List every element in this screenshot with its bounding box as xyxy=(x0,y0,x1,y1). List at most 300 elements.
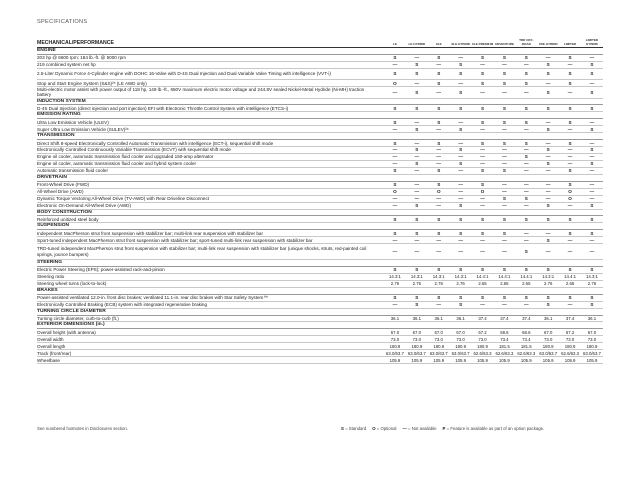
row-value: S xyxy=(568,80,572,86)
row-value: — xyxy=(436,154,442,160)
row-label: Multi-electric motor assist with power output of 118 hp, 149 lb.-ft., 650V maximum electric motor voltage and 244.8V sealed Nickel-Metal Hydride (Ni-MH) traction battery xyxy=(37,87,365,98)
row-value: 37.4 xyxy=(500,315,509,321)
row-value: S xyxy=(524,140,528,146)
row-value: — xyxy=(414,249,420,255)
row-value: S xyxy=(393,267,397,273)
row-value: S xyxy=(568,119,572,125)
row-value: — xyxy=(589,154,595,160)
row-value: 36.1 xyxy=(456,315,465,321)
row-value: — xyxy=(523,161,529,167)
row-value: S xyxy=(415,147,419,153)
row-value: 67.0 xyxy=(434,329,443,335)
row-value: — xyxy=(589,119,595,125)
row-value: S xyxy=(546,62,550,68)
row-value: 105.9 xyxy=(586,357,598,363)
row-value: — xyxy=(392,302,398,307)
row-value: 37.4 xyxy=(565,315,575,321)
row-value: S xyxy=(437,216,441,222)
row-value: — xyxy=(480,196,485,202)
row-value: S xyxy=(459,89,463,95)
row-value: 63.0/63.7 xyxy=(451,350,470,356)
row-value: 180.9 xyxy=(477,343,488,349)
row-label: All-Wheel Drive (AWD) xyxy=(37,189,84,195)
row-value: S xyxy=(590,161,594,167)
row-label: TRD-tuned independent MacPherson strut front suspension with stabilizer bar; multi-link rear suspension with stabilizer bar (unique shocks, struts, red-painted coil springs, jounce bumpers) xyxy=(37,246,367,257)
row-label: Electric Power Steering (EPS); power-assisted rack-and-pinion xyxy=(37,267,165,273)
row-value: — xyxy=(480,62,485,68)
row-value: — xyxy=(458,237,463,243)
row-value: S xyxy=(590,202,594,208)
row-value: S xyxy=(590,295,594,301)
row-value: — xyxy=(458,196,463,202)
row-label: D-4S Dual Injection (direct injection and port injection) EFI with Electronic Throttle Control System with intelligence (ETCS-i) xyxy=(37,105,289,111)
row-value: S xyxy=(524,196,528,202)
row-value: S xyxy=(480,55,485,61)
legend-text: = Not available xyxy=(408,426,437,431)
table-row xyxy=(37,168,603,175)
row-value: S xyxy=(415,230,419,236)
row-value: S xyxy=(546,302,550,307)
section-heading: TRANSMISSION xyxy=(37,133,603,140)
table-row xyxy=(37,274,603,281)
row-value: S xyxy=(568,55,572,61)
page-title: SPECIFICATIONS xyxy=(37,19,88,25)
row-value: — xyxy=(480,237,485,243)
row-value: 105.9 xyxy=(455,357,466,363)
row-value: — xyxy=(589,189,595,195)
row-value: 14.4:1 xyxy=(476,274,489,280)
row-value: — xyxy=(392,62,398,68)
row-value: S xyxy=(568,230,572,236)
row-value: S xyxy=(546,105,550,111)
row-value: O xyxy=(436,189,441,195)
row-value: S xyxy=(524,55,528,61)
row-value: — xyxy=(392,147,398,153)
row-value: S xyxy=(459,71,463,77)
row-value: 63.0/63.7 xyxy=(539,350,558,356)
row-value: 14.4:1 xyxy=(520,274,533,280)
row-label: Track (front/rear) xyxy=(37,350,72,356)
row-value: S xyxy=(480,182,485,188)
row-value: S xyxy=(393,55,397,61)
row-value: — xyxy=(458,168,463,174)
row-value: — xyxy=(567,126,573,132)
row-value: — xyxy=(502,202,507,208)
row-value: — xyxy=(414,55,420,61)
row-value: — xyxy=(545,196,551,202)
table-row xyxy=(37,87,603,98)
row-value: S xyxy=(459,267,463,273)
row-value: 36.1 xyxy=(587,315,597,321)
row-value: — xyxy=(392,249,398,255)
table-row xyxy=(37,161,603,168)
row-value: S xyxy=(568,140,572,146)
row-value: — xyxy=(458,249,463,255)
row-value: S xyxy=(590,267,594,273)
row-value: 2.76 xyxy=(456,281,465,287)
row-value: 62.6/63.3 xyxy=(495,350,514,356)
row-value: 105.9 xyxy=(564,357,576,363)
row-value: — xyxy=(567,202,573,208)
row-value: S xyxy=(502,216,506,222)
table-row xyxy=(37,62,603,69)
row-value: S xyxy=(437,168,441,174)
row-value: S xyxy=(415,216,419,222)
row-value: S xyxy=(502,230,506,236)
row-value: S xyxy=(568,105,572,111)
row-value: — xyxy=(545,119,551,125)
row-value: S xyxy=(546,202,550,208)
row-value: — xyxy=(502,161,507,167)
row-value: 14.3:1 xyxy=(432,274,445,280)
row-value: 67.2 xyxy=(565,329,575,335)
row-value: S xyxy=(415,105,419,111)
row-label: Direct Shift 8-speed Electronically Controlled Automatic Transmission with intelligence (ECT-i), sequential shift mode xyxy=(37,140,274,146)
row-value: — xyxy=(502,237,507,243)
row-value: 73.0 xyxy=(456,336,465,342)
row-value: S xyxy=(546,216,550,222)
row-label: Automatic transmission fluid cooler xyxy=(37,168,108,174)
row-value: 180.9 xyxy=(564,343,576,349)
row-value: — xyxy=(502,147,507,153)
row-value: S xyxy=(590,89,594,95)
row-value: 63.0/63.7 xyxy=(429,350,448,356)
row-value: S xyxy=(524,119,528,125)
row-value: 105.9 xyxy=(411,357,423,363)
row-value: S xyxy=(590,216,594,222)
row-value: S xyxy=(393,140,397,146)
legend-symbol: P xyxy=(442,426,446,431)
row-value: S xyxy=(524,216,528,222)
column-header: XLE xyxy=(435,41,442,46)
row-value: 73.4 xyxy=(522,336,531,342)
row-value: — xyxy=(414,80,420,86)
row-value: — xyxy=(545,168,551,174)
row-value: 180.9 xyxy=(411,343,423,349)
table-header-title: MECHANICAL/PERFORMANCE xyxy=(37,40,114,46)
row-value: — xyxy=(436,202,442,208)
row-value: 67.0 xyxy=(587,329,597,335)
row-value: — xyxy=(392,161,398,167)
row-value: 180.9 xyxy=(586,343,598,349)
row-value: — xyxy=(436,196,442,202)
row-label: Engine oil cooler, automatic transmission fluid cooler and hybrid system cooler xyxy=(37,161,197,167)
row-value: — xyxy=(523,126,529,132)
row-value: 73.4 xyxy=(500,336,509,342)
table-row xyxy=(37,55,603,62)
row-value: 73.0 xyxy=(478,336,487,342)
table-row xyxy=(37,203,603,210)
table-row xyxy=(37,189,603,196)
row-value: — xyxy=(545,249,551,255)
row-value: 14.3:1 xyxy=(410,274,423,280)
row-value: — xyxy=(545,189,551,195)
row-value: 105.9 xyxy=(520,357,532,363)
row-value: S xyxy=(502,71,506,77)
table-header-row xyxy=(37,36,603,48)
row-value: — xyxy=(392,126,398,132)
row-label: Steering ratio xyxy=(37,274,65,280)
table-row xyxy=(37,126,603,133)
row-value: S xyxy=(393,182,397,188)
row-value: 73.0 xyxy=(434,336,443,342)
spec-table xyxy=(37,36,603,364)
row-value: — xyxy=(414,189,420,195)
section-heading: INDUCTION SYSTEM xyxy=(37,99,603,106)
row-value: S xyxy=(437,267,441,273)
row-value: — xyxy=(392,202,398,208)
row-value: S xyxy=(415,302,419,307)
row-value: 180.9 xyxy=(389,343,401,349)
row-value: — xyxy=(414,168,420,174)
row-value: 63.0/63.7 xyxy=(583,350,601,356)
row-value: S xyxy=(437,230,441,236)
row-value: S xyxy=(502,105,506,111)
footnote: See numbered footnotes in Disclosures section. xyxy=(37,426,129,431)
row-value: 2.65 xyxy=(565,281,575,287)
row-label: Dynamic Torque Vectoring All-Wheel Drive (TV-AWD) with Rear Driveline Disconnect xyxy=(37,196,210,202)
table-row xyxy=(37,237,603,244)
column-header: LE xyxy=(392,41,397,46)
table-row xyxy=(37,336,603,343)
row-value: S xyxy=(393,295,397,301)
row-value: S xyxy=(437,105,441,111)
row-value: — xyxy=(589,140,595,146)
row-value: — xyxy=(567,89,573,95)
row-value: S xyxy=(480,80,485,86)
row-value: S xyxy=(393,168,397,174)
row-value: — xyxy=(523,89,529,95)
table-row xyxy=(37,80,603,87)
row-value: S xyxy=(415,295,419,301)
row-value: — xyxy=(545,80,551,86)
row-value: — xyxy=(458,140,463,146)
row-label: Turning circle diameter, curb-to-curb (ft.) xyxy=(37,315,119,321)
row-value: — xyxy=(567,161,573,167)
table-row xyxy=(37,267,603,274)
row-value: 67.0 xyxy=(456,329,465,335)
row-value: — xyxy=(502,62,507,68)
row-value: 73.0 xyxy=(412,336,422,342)
row-value: — xyxy=(523,237,529,243)
row-value: — xyxy=(392,89,398,95)
row-value: — xyxy=(567,62,573,68)
row-value: — xyxy=(480,202,485,208)
row-value: — xyxy=(502,302,507,307)
table-row xyxy=(37,147,603,154)
section-heading: BRAKES xyxy=(37,288,603,295)
row-value: S xyxy=(568,71,572,77)
row-value: — xyxy=(414,154,420,160)
table-row xyxy=(37,196,603,203)
row-value: 62.6/63.3 xyxy=(517,350,536,356)
row-value: S xyxy=(568,216,572,222)
row-value: 105.9 xyxy=(477,357,488,363)
row-value: — xyxy=(392,237,398,243)
row-value: 14.4:1 xyxy=(498,274,511,280)
row-value: S xyxy=(480,119,485,125)
row-value: S xyxy=(437,55,441,61)
row-label: Steering wheel turns (lock-to-lock) xyxy=(37,281,107,287)
table-row xyxy=(37,350,603,357)
row-value: S xyxy=(524,80,528,86)
row-value: S xyxy=(459,147,463,153)
row-value: — xyxy=(589,80,595,86)
row-value: 36.1 xyxy=(412,315,422,321)
row-value: 67.0 xyxy=(390,329,400,335)
row-value: S xyxy=(546,237,550,243)
table-row xyxy=(37,105,603,112)
row-value: 2.65 xyxy=(500,281,509,287)
row-label: Super Ultra Low Emission Vehicle (SULEV)²⁶ xyxy=(37,126,129,132)
row-value: — xyxy=(414,182,420,188)
row-value: O xyxy=(393,189,397,195)
table-row xyxy=(37,343,603,350)
row-value: S xyxy=(502,295,506,301)
row-value: S xyxy=(459,295,463,301)
row-value: S xyxy=(568,267,572,273)
row-value: 63.0/63.7 xyxy=(385,350,404,356)
row-value: — xyxy=(436,161,442,167)
row-value: S xyxy=(502,80,506,86)
legend-text: = Standard xyxy=(345,426,367,431)
row-value: 180.9 xyxy=(542,343,554,349)
row-value: S xyxy=(393,71,397,77)
row-value: — xyxy=(589,249,595,255)
row-value: S xyxy=(480,168,485,174)
row-value: S xyxy=(568,295,572,301)
row-value: — xyxy=(458,55,463,61)
legend-symbol: — xyxy=(402,426,407,431)
row-value: 2.65 xyxy=(522,281,531,287)
row-value: S xyxy=(480,140,485,146)
row-value: S xyxy=(502,196,506,202)
row-value: 67.2 xyxy=(478,329,487,335)
row-value: — xyxy=(523,147,529,153)
row-value: S xyxy=(459,302,463,307)
row-value: — xyxy=(480,161,485,167)
row-value: S xyxy=(437,71,441,77)
row-value: — xyxy=(502,249,507,255)
row-value: 14.3:1 xyxy=(388,274,401,280)
row-value: — xyxy=(523,182,529,188)
row-value: — xyxy=(414,196,420,202)
row-value: S xyxy=(415,71,419,77)
table-row xyxy=(37,69,603,80)
row-value: O xyxy=(393,80,397,86)
row-value: 73.0 xyxy=(543,336,553,342)
section-heading: STEERING xyxy=(37,260,603,267)
column-header: XSE HYBRID xyxy=(538,41,558,46)
column-header: TRD OFF-ROAD xyxy=(519,38,534,46)
row-value: S xyxy=(502,55,506,61)
row-value: S xyxy=(437,140,441,146)
row-value: 14.3:1 xyxy=(454,274,467,280)
row-label: 219 combined system net hp xyxy=(37,62,96,68)
row-value: — xyxy=(458,80,463,86)
row-value: S xyxy=(393,230,397,236)
row-value: 37.4 xyxy=(478,315,487,321)
row-value: 181.5 xyxy=(520,343,532,349)
row-value: — xyxy=(480,89,485,95)
row-value: S xyxy=(590,62,594,68)
table-row xyxy=(37,302,603,309)
table-row xyxy=(37,216,603,223)
column-header: ADVENTURE xyxy=(494,41,515,46)
row-value: — xyxy=(545,230,551,236)
row-value: S xyxy=(546,147,550,153)
row-value: — xyxy=(436,62,442,68)
legend-text: = Feature is available as part of an option package. xyxy=(446,426,545,431)
row-value: 62.6/63.3 xyxy=(561,350,580,356)
row-value: 67.0 xyxy=(543,329,553,335)
row-value: 73.0 xyxy=(565,336,575,342)
row-value: — xyxy=(589,168,595,174)
row-value: — xyxy=(567,302,573,307)
row-value: O xyxy=(568,196,572,202)
row-value: S xyxy=(546,267,550,273)
row-value: S xyxy=(480,216,485,222)
row-value: 14.3:1 xyxy=(542,274,555,280)
row-value: — xyxy=(480,126,485,132)
row-label: Electronically Controlled Continuously Variable Transmission (ECVT) with sequential shift mode xyxy=(37,147,231,153)
row-value: 68.6 xyxy=(500,329,509,335)
column-header: XLE PREMIUM xyxy=(471,41,494,46)
row-value: 62.6/63.3 xyxy=(473,350,492,356)
row-value: — xyxy=(480,302,485,307)
row-value: — xyxy=(567,154,573,160)
row-value: — xyxy=(414,119,420,125)
table-row xyxy=(37,230,603,237)
row-label: Engine oil cooler, automatic transmission fluid cooler and upgraded 150-amp alternator xyxy=(37,154,214,160)
row-value: — xyxy=(458,119,463,125)
section-heading: EMISSION RATING xyxy=(37,112,603,119)
row-value: S xyxy=(502,267,506,273)
row-value: S xyxy=(437,80,441,86)
row-value: S xyxy=(524,295,528,301)
row-value: — xyxy=(589,237,595,243)
row-value: — xyxy=(480,147,485,153)
row-value: 180.9 xyxy=(455,343,466,349)
row-value: S xyxy=(459,230,463,236)
row-value: S xyxy=(415,126,419,132)
section-heading: ENGINE xyxy=(37,48,603,55)
table-row xyxy=(37,140,603,147)
row-label: Electronically Controlled Braking (ECB) system with integrated regenerative braking xyxy=(37,302,208,307)
row-label: Front-Wheel Drive (FWD) xyxy=(37,182,90,188)
row-value: 105.9 xyxy=(389,357,401,363)
section-heading: SUSPENSION xyxy=(37,223,603,230)
row-value: — xyxy=(523,202,529,208)
row-label: Overall length xyxy=(37,343,66,349)
row-value: S xyxy=(459,161,463,167)
row-value: — xyxy=(523,230,529,236)
row-value: 36.1 xyxy=(543,315,553,321)
row-value: S xyxy=(437,295,441,301)
row-value: — xyxy=(436,89,442,95)
row-value: 2.65 xyxy=(478,281,487,287)
row-value: — xyxy=(480,249,485,255)
table-row xyxy=(37,154,603,161)
row-value: S xyxy=(393,105,397,111)
row-value: — xyxy=(589,182,595,188)
row-value: S xyxy=(415,62,419,68)
row-value: O xyxy=(568,189,572,195)
row-value: — xyxy=(545,182,551,188)
row-value: S xyxy=(524,249,528,255)
table-row xyxy=(37,244,603,260)
row-value: 68.6 xyxy=(522,329,531,335)
